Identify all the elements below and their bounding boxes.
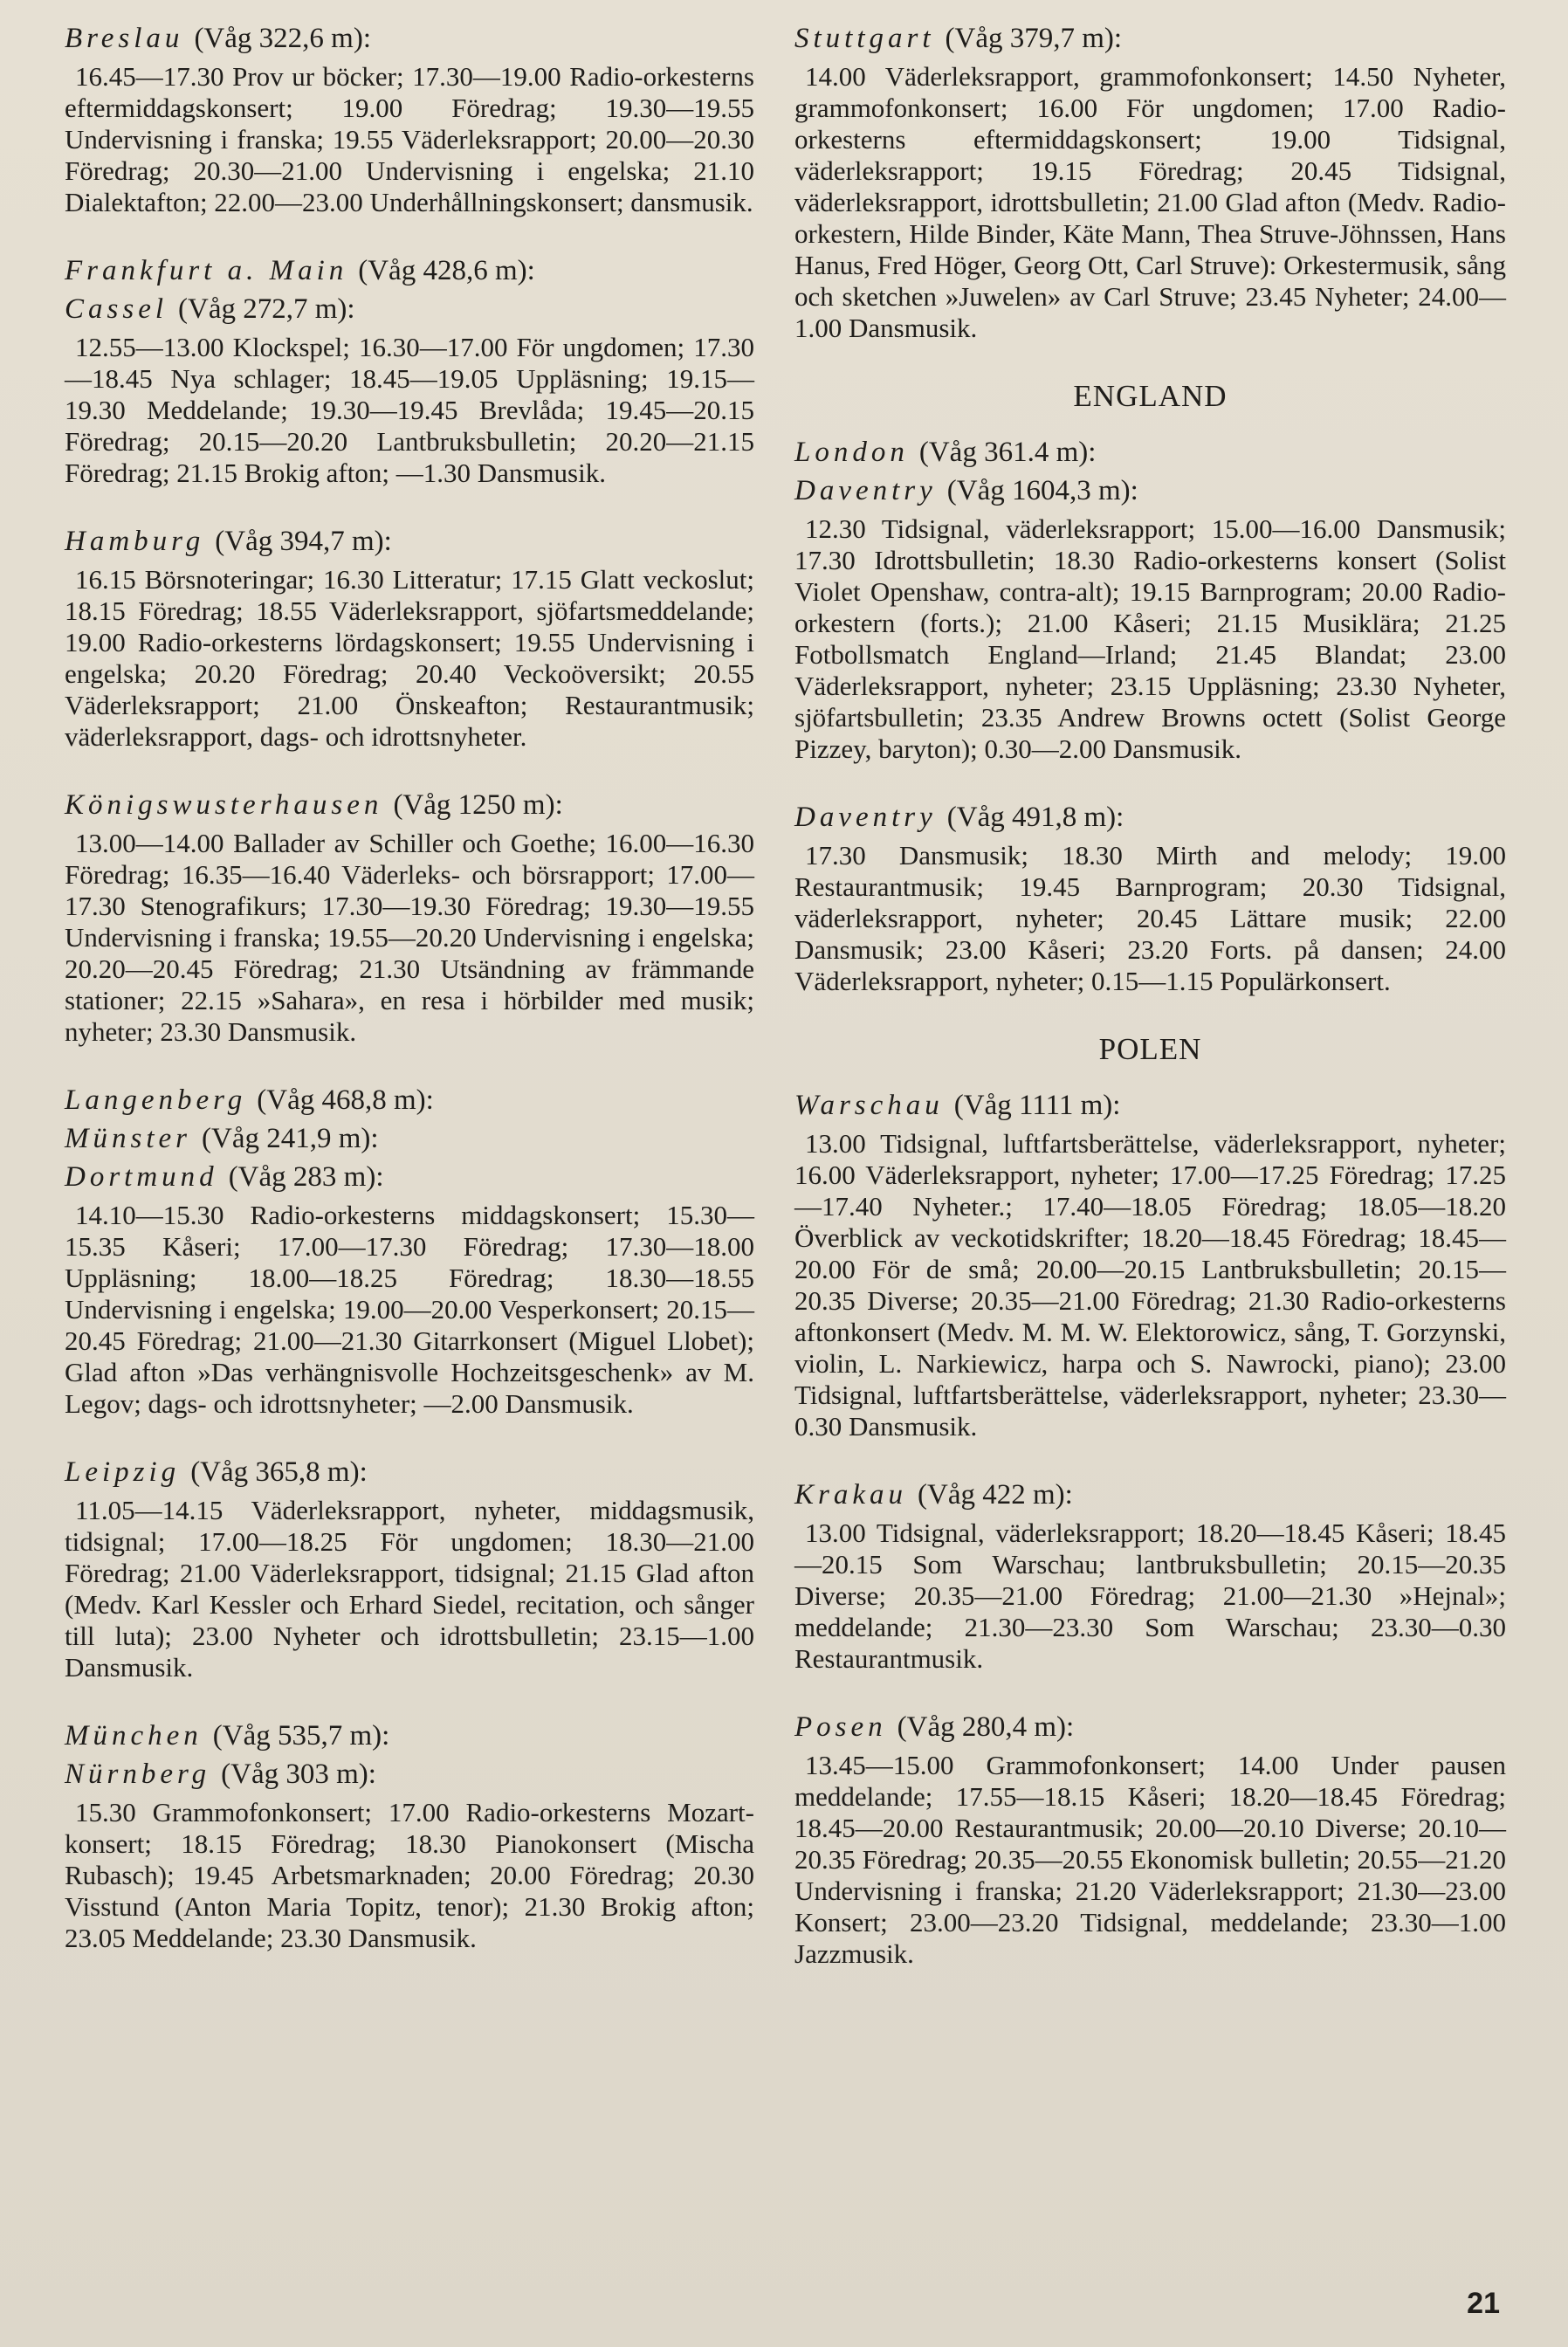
wavelength: (Våg 428,6 m):: [358, 255, 535, 286]
station-heading: [65, 786, 754, 824]
program-listing: 14.10—15.30 Radio-orkesterns middagskonsert; 15.30—15.35 Kåseri; 17.00—17.30 Föredrag; 17.30—18.00 Uppläsning; 18.00—18.25 Föredrag; 18.30—18.55 Undervisning i engelska; 19.00—20.00 Vesperkonsert; 20.15—20.45 Föredrag; 21.00—21.30 Gitarrkonsert (Miguel Llobet); Glad afton »Das verhängnisvolle Hochzeitsgeschenk» av M. Legov; dags- och idrottsnyheter; —2.00 Dansmusik.: [65, 1200, 754, 1419]
station-block-daventry: [794, 798, 1506, 997]
station-name: London: [794, 437, 909, 468]
station-heading: [794, 471, 1506, 510]
program-listing: 16.45—17.30 Prov ur böcker; 17.30—19.00 Radio-orkesterns eftermiddagskonsert; 19.00 Föredrag; 19.30—19.55 Undervisning i franska; 19.55 Väderleksrapport; 20.00—20.30 Föredrag; 20.30—21.00 Undervisning i engelska; 21.10 Dialektafton; 22.00—23.00 Underhållningskonsert; dansmusik.: [65, 61, 754, 217]
wavelength: (Våg 1111 m):: [953, 1090, 1121, 1121]
left-column: [65, 19, 754, 1987]
station-heading: [65, 522, 754, 561]
station-heading: [65, 19, 754, 58]
station-name: Dortmund: [65, 1161, 218, 1193]
station-block-warschau: [794, 1086, 1506, 1442]
wavelength: (Våg 283 m):: [228, 1161, 384, 1193]
station-name: Frankfurt a. Main: [65, 255, 348, 286]
station-name: Königswusterhausen: [65, 789, 383, 821]
station-name: Stuttgart: [794, 23, 935, 54]
station-block-krakau: [794, 1476, 1506, 1675]
wavelength: (Våg 322,6 m):: [194, 23, 371, 54]
station-heading: [794, 1476, 1506, 1514]
program-listing: 12.30 Tidsignal, väderleksrapport; 15.00—16.00 Dansmusik; 17.30 Idrottsbulletin; 18.30 Radio-orkesterns konsert (Solist Violet Openshaw, contra-alt); 19.15 Barnprogram; 20.00 Radio-orkestern (forts.); 21.00 Kåseri; 21.15 Musiklära; 21.25 Fotbollsmatch England—Irland; 21.45 Blandat; 23.00 Väderleksrapport, nyheter; 23.15 Uppläsning; 23.30 Nyheter, sjöfartsbulletin; 23.35 Andrew Browns octett (Solist George Pizzey, baryton); 0.30—2.00 Dansmusik.: [794, 513, 1506, 764]
wavelength: (Våg 272,7 m):: [178, 293, 355, 325]
station-block-konigswusterhausen: [65, 786, 754, 1048]
station-block-langenberg: [65, 1081, 754, 1420]
page-number: 21: [1467, 2287, 1500, 2320]
station-heading: [794, 19, 1506, 58]
station-heading: [65, 251, 754, 290]
station-name: Daventry: [794, 802, 937, 833]
station-block-leipzig: [65, 1453, 754, 1683]
program-listing: 15.30 Grammofonkonsert; 17.00 Radio-orkesterns Mozart-konsert; 18.15 Föredrag; 18.30 Pianokonsert (Mischa Rubasch); 19.45 Arbetsmarknaden; 20.00 Föredrag; 20.30 Visstund (Anton Maria Topitz, tenor); 21.30 Brokig afton; 23.05 Meddelande; 23.30 Dansmusik.: [65, 1797, 754, 1953]
wavelength: (Våg 280,4 m):: [897, 1711, 1075, 1743]
country-heading-polen: POLEN: [1098, 1032, 1202, 1066]
station-name: Nürnberg: [65, 1759, 211, 1790]
right-column: [794, 19, 1506, 2003]
station-block-posen: [794, 1708, 1506, 1970]
wavelength: (Våg 491,8 m):: [946, 802, 1124, 833]
wavelength: (Våg 379,7 m):: [945, 23, 1123, 54]
station-name: Cassel: [65, 293, 168, 325]
wavelength: (Våg 422 m):: [918, 1479, 1073, 1511]
wavelength: (Våg 394,7 m):: [215, 526, 392, 557]
station-block-stuttgart: [794, 19, 1506, 344]
station-heading: [65, 1081, 754, 1119]
station-heading: [65, 1158, 754, 1196]
program-listing: 13.45—15.00 Grammofonkonsert; 14.00 Under pausen meddelande; 17.55—18.15 Kåseri; 18.20—18.45 Föredrag; 18.45—20.00 Restaurantmusik; 20.00—20.10 Diverse; 20.10—20.35 Föredrag; 20.35—20.55 Ekonomisk bulletin; 20.55—21.20 Undervisning i franska; 21.20 Väderleksrapport; 21.30—23.00 Konsert; 23.00—23.20 Tidsignal, meddelande; 23.30—1.00 Jazzmusik.: [794, 1750, 1506, 1969]
wavelength: (Våg 468,8 m):: [257, 1084, 434, 1116]
station-heading: [794, 798, 1506, 836]
wavelength: (Våg 365,8 m):: [190, 1456, 368, 1488]
station-name: Warschau: [794, 1090, 944, 1121]
station-heading: [65, 1717, 754, 1755]
program-listing: 16.15 Börsnoteringar; 16.30 Litteratur; 17.15 Glatt veckoslut; 18.15 Föredrag; 18.55 Väderleksrapport, sjöfartsmeddelande; 19.00 Radio-orkesterns lördagskonsert; 19.55 Undervisning i engelska; 20.20 Föredrag; 20.40 Veckoöversikt; 20.55 Väderleksrapport; 21.00 Önskeafton; Restaurantmusik; väderleksrapport, dags- och idrottsnyheter.: [65, 564, 754, 752]
wavelength: (Våg 361.4 m):: [918, 437, 1097, 468]
station-heading: [794, 1708, 1506, 1746]
program-listing: 12.55—13.00 Klockspel; 16.30—17.00 För ungdomen; 17.30—18.45 Nya schlager; 18.45—19.05 Uppläsning; 19.15—19.30 Meddelande; 19.30—19.45 Brevlåda; 19.45—20.15 Föredrag; 20.15—20.20 Lantbruksbulletin; 20.20—21.15 Föredrag; 21.15 Brokig afton; —1.30 Dansmusik.: [65, 332, 754, 488]
station-name: Langenberg: [65, 1084, 247, 1116]
station-name: Daventry: [794, 475, 937, 506]
station-heading: [65, 1453, 754, 1491]
wavelength: (Våg 1604,3 m):: [946, 475, 1138, 506]
station-heading: [794, 433, 1506, 471]
program-listing: 17.30 Dansmusik; 18.30 Mirth and melody; 19.00 Restaurantmusik; 19.45 Barnprogram; 20.30 Tidsignal, väderleksrapport, nyheter; 20.45 Lättare musik; 22.00 Dansmusik; 23.00 Kåseri; 23.20 Forts. på dansen; 24.00 Väderleksrapport, nyheter; 0.15—1.15 Populärkonsert.: [794, 840, 1506, 996]
program-listing: 13.00—14.00 Ballader av Schiller och Goethe; 16.00—16.30 Föredrag; 16.35—16.40 Väderleks- och börsrapport; 17.00—17.30 Stenografikurs; 17.30—19.30 Föredrag; 19.30—19.55 Undervisning i franska; 19.55—20.20 Undervisning i engelska; 20.20—20.45 Föredrag; 21.30 Utsändning av främmande stationer; 22.15 »Sahara», en resa i hörbilder med musik; nyheter; 23.30 Dansmusik.: [65, 828, 754, 1047]
wavelength: (Våg 535,7 m):: [212, 1720, 390, 1752]
wavelength: (Våg 241,9 m):: [202, 1123, 379, 1154]
station-block-london: [794, 433, 1506, 765]
station-name: Leipzig: [65, 1456, 181, 1488]
program-listing: 13.00 Tidsignal, luftfartsberättelse, väderleksrapport, nyheter; 16.00 Väderleksrapport, nyheter; 17.00—17.25 Föredrag; 17.25—17.40 Nyheter.; 17.40—18.05 Föredrag; 18.05—18.20 Överblick av veckotidskrifter; 18.20—18.45 Föredrag; 18.45—20.00 För de små; 20.00—20.15 Lantbruksbulletin; 20.15—20.35 Diverse; 20.35—21.00 Föredrag; 21.30 Radio-orkesterns aftonkonsert (Medv. M. M. W. Elektorowicz, sång, T. Gorzynski, violin, L. Narkiewicz, harpa och S. Nawrocki, piano); 23.00 Tidsignal, luftfartsberättelse, väderleksrapport, nyheter; 23.30—0.30 Dansmusik.: [794, 1128, 1506, 1442]
station-heading: [794, 1086, 1506, 1125]
country-heading-england: ENGLAND: [1073, 379, 1228, 413]
station-name: Münster: [65, 1123, 191, 1154]
program-listing: 13.00 Tidsignal, väderleksrapport; 18.20—18.45 Kåseri; 18.45—20.15 Som Warschau; lantbruksbulletin; 20.15—20.35 Diverse; 20.35—21.00 Föredrag; 21.00—21.30 »Hejnal»; meddelande; 21.30—23.30 Som Warschau; 23.30—0.30 Restaurantmusik.: [794, 1518, 1506, 1674]
program-listing: 11.05—14.15 Väderleksrapport, nyheter, middagsmusik, tidsignal; 17.00—18.25 För ungdomen; 18.30—21.00 Föredrag; 21.00 Väderleksrapport, tidsignal; 21.15 Glad afton (Medv. Karl Kessler och Erhard Siedel, recitation, och sånger till luta); 23.00 Nyheter och idrottsbulletin; 23.15—1.00 Dansmusik.: [65, 1495, 754, 1683]
station-heading: [65, 1755, 754, 1793]
wavelength: (Våg 1250 m):: [393, 789, 563, 821]
station-block-hamburg: [65, 522, 754, 753]
station-heading: [65, 1119, 754, 1158]
station-block-breslau: [65, 19, 754, 218]
station-name: Breslau: [65, 23, 184, 54]
station-heading: [65, 290, 754, 328]
program-listing: 14.00 Väderleksrapport, grammofonkonsert; 14.50 Nyheter, grammofonkonsert; 16.00 För ungdomen; 17.00 Radio-orkesterns eftermiddagskonsert; 19.00 Tidsignal, väderleksrapport; 19.15 Föredrag; 20.45 Tidsignal, väderleksrapport, idrottsbulletin; 21.00 Glad afton (Medv. Radio-orkestern, Hilde Binder, Käte Mann, Thea Struve-Jöhnssen, Hans Hanus, Fred Höger, Georg Ott, Carl Struve): Orkestermusik, sång och sketchen »Juwelen» av Carl Struve; 23.45 Nyheter; 24.00—1.00 Dansmusik.: [794, 61, 1506, 343]
wavelength: (Våg 303 m):: [221, 1759, 376, 1790]
station-name: Posen: [794, 1711, 887, 1743]
station-block-munchen: [65, 1717, 754, 1954]
station-block-frankfurt: [65, 251, 754, 489]
station-name: Krakau: [794, 1479, 907, 1511]
station-name: München: [65, 1720, 203, 1752]
station-name: Hamburg: [65, 526, 205, 557]
